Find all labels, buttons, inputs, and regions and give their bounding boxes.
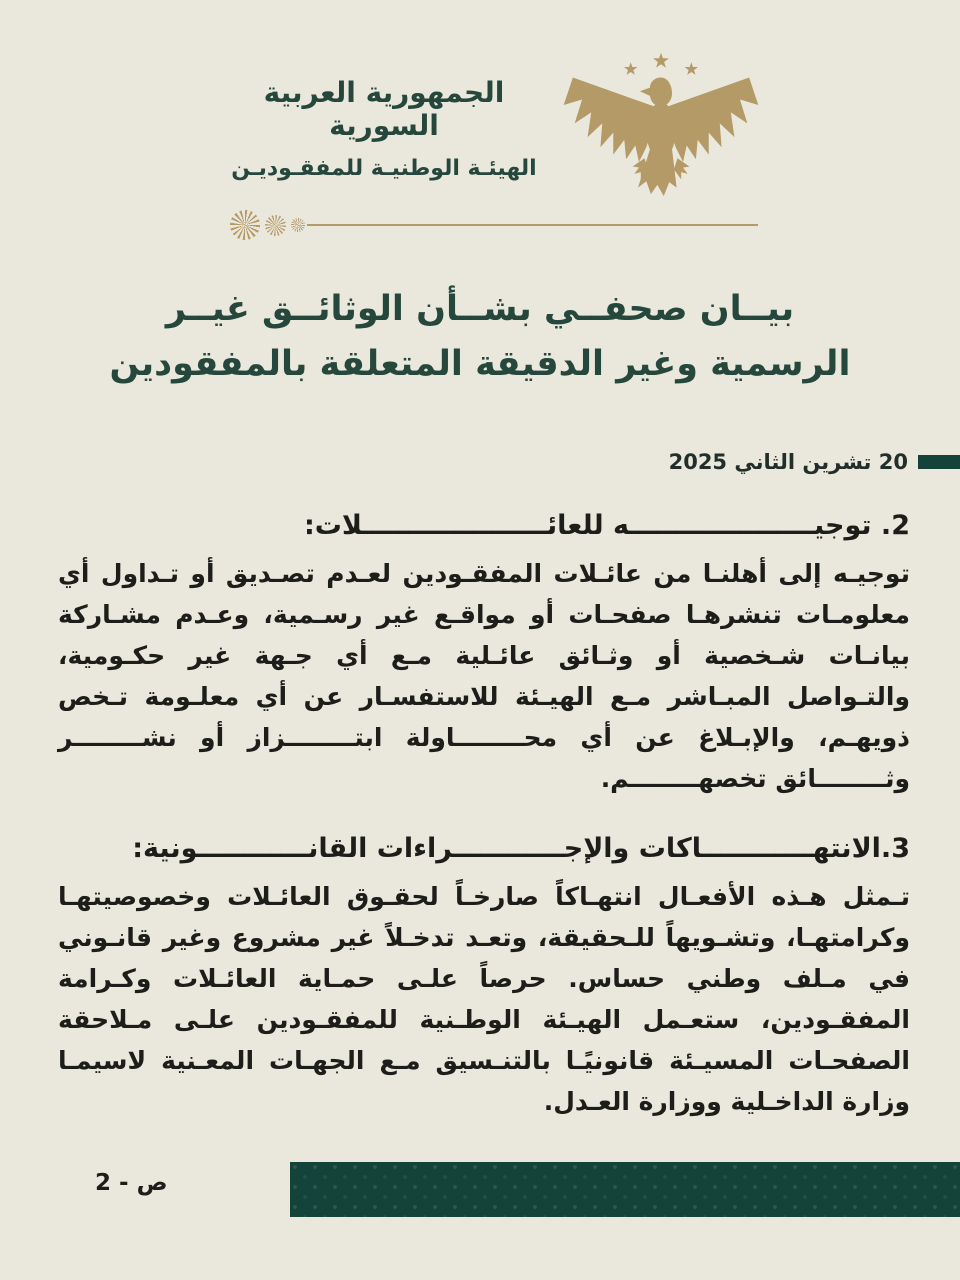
- title-line-1: بيــان صحفــي بشــأن الوثائــق غيــر: [165, 289, 795, 329]
- title-line-2: الرسمية وغير الدقيقة المتعلقة بالمفقودين: [109, 344, 851, 385]
- star-icon: [624, 62, 637, 75]
- page-number-label: ص - 2: [95, 1170, 168, 1196]
- starburst-icon: [230, 210, 260, 240]
- commission-name: الهيئـة الوطنيـة للمفقـوديـن: [231, 156, 537, 181]
- republic-name: الجمهورية العربية السورية: [263, 76, 505, 142]
- section-paragraph: تـمثل هـذه الأفعـال انتهـاكاً صارخـاً لحقـوق العائـلات وخصوصيتهـا وكرامتهـا، وتشـويهاً للـحقيقة، وتعـد تدخـلاً غير مشروع وغير قانـوني في مـلف وطني حساس. حرصاً علـى حمـاية العائـلات وكـرامة المفقـودين، ستعـمل الهيـئة الوطـنية للمفقـودين علـى مـلاحقة الصفحـات المسيـئة قانونيًـا بالتنـسيق مـع الجهـات المعـنية لاسيمـا وزارة الداخـلية ووزارة العـدل.: [58, 882, 910, 1116]
- section-paragraph: توجيـه إلى أهلنـا من عائـلات المفقـودين لعـدم تصـديق أو تـداول أي معلومـات تنشرهـا صفحـات أو مواقـع غير رسـمية، وعـدم مشـاركة بيانـات شـخصية أو وثـائق عائـلية مـع أي جـهة غير حكـومية، والتـواصل المبـاشر مـع الهيـئة للاستفسـار عن أي معلـومة تـخص ذويهـم، والإبـلاغ عن أي محــــــــاولة ابتــــــــزاز أو نشــــــــر وثــــــــائق تخصهــــــــم.: [58, 559, 910, 793]
- footer-pattern-bar: [290, 1162, 960, 1217]
- date-row: [669, 450, 960, 474]
- date-marker-bar: [918, 455, 960, 469]
- org-text-block: [222, 76, 546, 181]
- statement-body: [58, 510, 910, 1122]
- press-release-title: [0, 282, 960, 393]
- star-icon: [685, 62, 698, 75]
- eagle-emblem-icon: [560, 48, 762, 208]
- section-heading: 3.الانتهــــــــــــاكات والإجــــــــــــراءات القانــــــــــــونية:: [132, 833, 910, 864]
- divider-line: [307, 224, 758, 226]
- section-violations-legal: [58, 833, 910, 1122]
- section-heading: 2. توجيــــــــــــــــــــه للعائــــــــــــــــــــلات:: [303, 510, 910, 541]
- starburst-icon: [291, 218, 305, 232]
- ornamental-divider: [230, 208, 758, 242]
- starburst-icon: [265, 215, 286, 236]
- section-families-guidance: [58, 510, 910, 799]
- star-icon: [653, 53, 669, 68]
- date-text: 20 تشرين الثاني 2025: [668, 450, 908, 474]
